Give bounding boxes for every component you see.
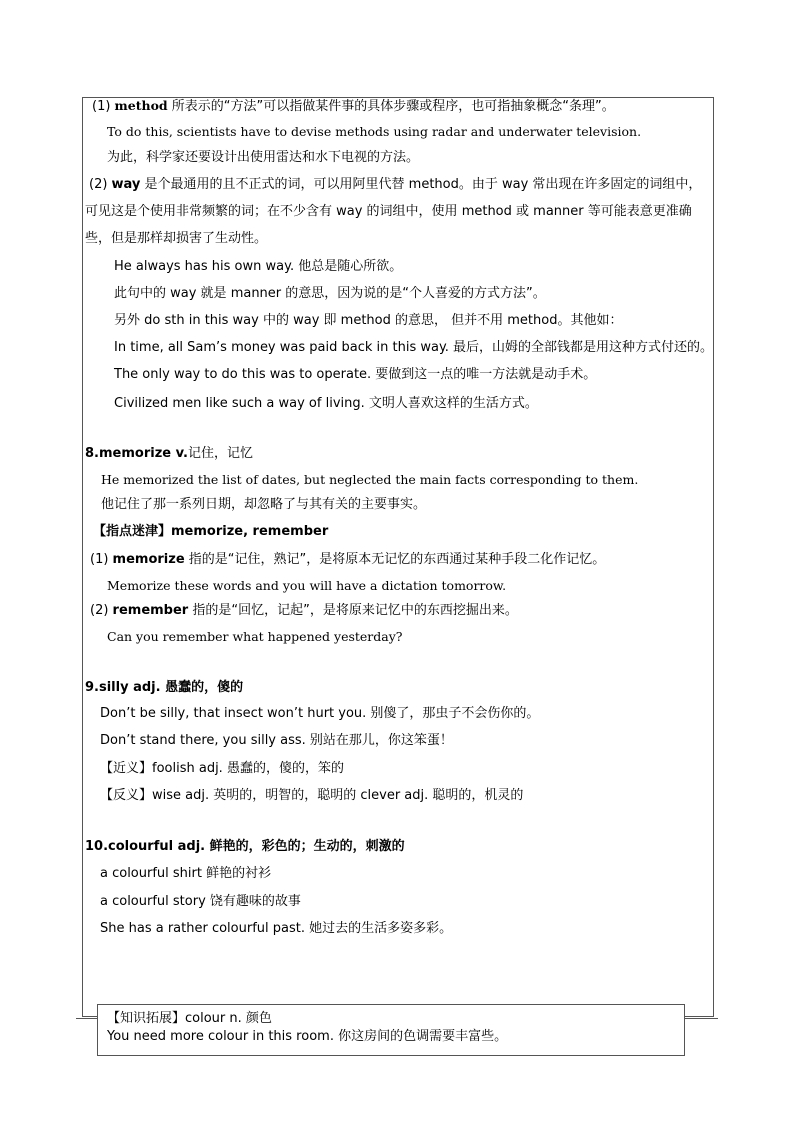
headword: 8.memorize v. (85, 446, 188, 461)
way-example-6: Civilized men like such a way of living. 文明人喜欢这样的生活方式。 (114, 396, 538, 411)
knowledge-box-example: You need more colour in this room. 你这房间的色调需要丰富些。 (107, 1029, 508, 1044)
para-number: (1) (92, 99, 115, 114)
frame-corner-left (76, 1018, 98, 1019)
section-9-example-1: Don’t be silly, that insect won’t hurt you. 别傻了，那虫子不会伤你的。 (100, 706, 540, 721)
term: method (114, 98, 168, 113)
section-9-example-2: Don’t stand there, you silly ass. 别站在那儿，你这笨蛋！ (100, 733, 453, 748)
way-example-1: He always has his own way. 他总是随心所欲。 (114, 259, 403, 274)
section-9-antonym: 【反义】wise adj. 英明的，明智的，聪明的 clever adj. 聪明的，机灵的 (100, 788, 524, 803)
section-8-example-en: He memorized the list of dates, but neglected the main facts corresponding to them. (101, 472, 639, 487)
method-para-1 (92, 97, 615, 116)
para-number: (2) (90, 603, 113, 618)
headword-meaning: 记住，记忆 (187, 446, 253, 461)
term: memorize (112, 552, 185, 567)
section-10-example-2: a colourful story 饶有趣味的故事 (100, 894, 301, 909)
section-8-point-1 (90, 551, 605, 569)
method-example-en: To do this, scientists have to devise methods using radar and underwater television. (107, 124, 642, 139)
way-example-5: The only way to do this was to operate. 要做到这一点的唯一方法就是动手术。 (114, 367, 597, 382)
method-example-zh: 为此，科学家还要设计出使用雷达和水下电视的方法。 (107, 150, 420, 165)
section-10-example-3: She has a rather colourful past. 她过去的生活多姿多彩。 (100, 921, 453, 936)
way-example-4: In time, all Sam’s money was paid back in this way. 最后，山姆的全部钱都是用这种方式付还的。 (114, 340, 714, 355)
way-example-2: 此句中的 way 就是 manner 的意思，因为说的是“个人喜爱的方式方法”。 (114, 286, 546, 301)
description: 是个最通用的且不正式的词，可以用阿里代替 method。由于 way 常出现在许多固定的词组中， (140, 177, 702, 192)
way-para-line-2: 可见这是个使用非常频繁的词；在不少含有 way 的词组中，使用 method 或 manner 等可能表意更准确 (85, 204, 692, 219)
para-number: (2) (89, 177, 112, 192)
section-8-tip: 【指点迷津】memorize, remember (93, 524, 329, 539)
term: remember (112, 603, 189, 618)
section-8-example-zh: 他记住了那一系列日期，却忽略了与其有关的主要事实。 (101, 497, 427, 512)
description: 所表示的“方法”可以指做某件事的具体步骤或程序，也可指抽象概念“条理”。 (167, 99, 615, 114)
way-para-line-3: 些，但是那样却损害了生动性。 (85, 231, 268, 246)
section-8-point-1-example: Memorize these words and you will have a dictation tomorrow. (107, 578, 507, 593)
frame-corner-right (684, 1018, 718, 1019)
para-number: (1) (90, 552, 113, 567)
section-10-heading: 10.colourful adj. 鲜艳的，彩色的；生动的，刺激的 (85, 839, 405, 854)
way-para-line-1 (89, 176, 701, 194)
knowledge-box (97, 1004, 685, 1056)
description: 指的是“记住，熟记”，是将原本无记忆的东西通过某种手段二化作记忆。 (184, 552, 606, 567)
term: way (111, 177, 141, 192)
section-9-heading: 9.silly adj. 愚蠢的，傻的 (85, 680, 244, 695)
section-8-point-2 (90, 602, 518, 620)
section-9-synonym: 【近义】foolish adj. 愚蠢的，傻的，笨的 (100, 761, 344, 776)
section-8-point-2-example: Can you remember what happened yesterday? (107, 629, 403, 644)
way-example-3: 另外 do sth in this way 中的 way 即 method 的意思， 但并不用 method。其他如： (114, 313, 623, 328)
knowledge-box-title: 【知识拓展】colour n. 颜色 (107, 1011, 272, 1026)
description: 指的是“回忆，记起”，是将原来记忆中的东西挖掘出来。 (188, 603, 518, 618)
section-8-heading (85, 445, 253, 463)
section-10-example-1: a colourful shirt 鲜艳的衬衫 (100, 866, 272, 881)
